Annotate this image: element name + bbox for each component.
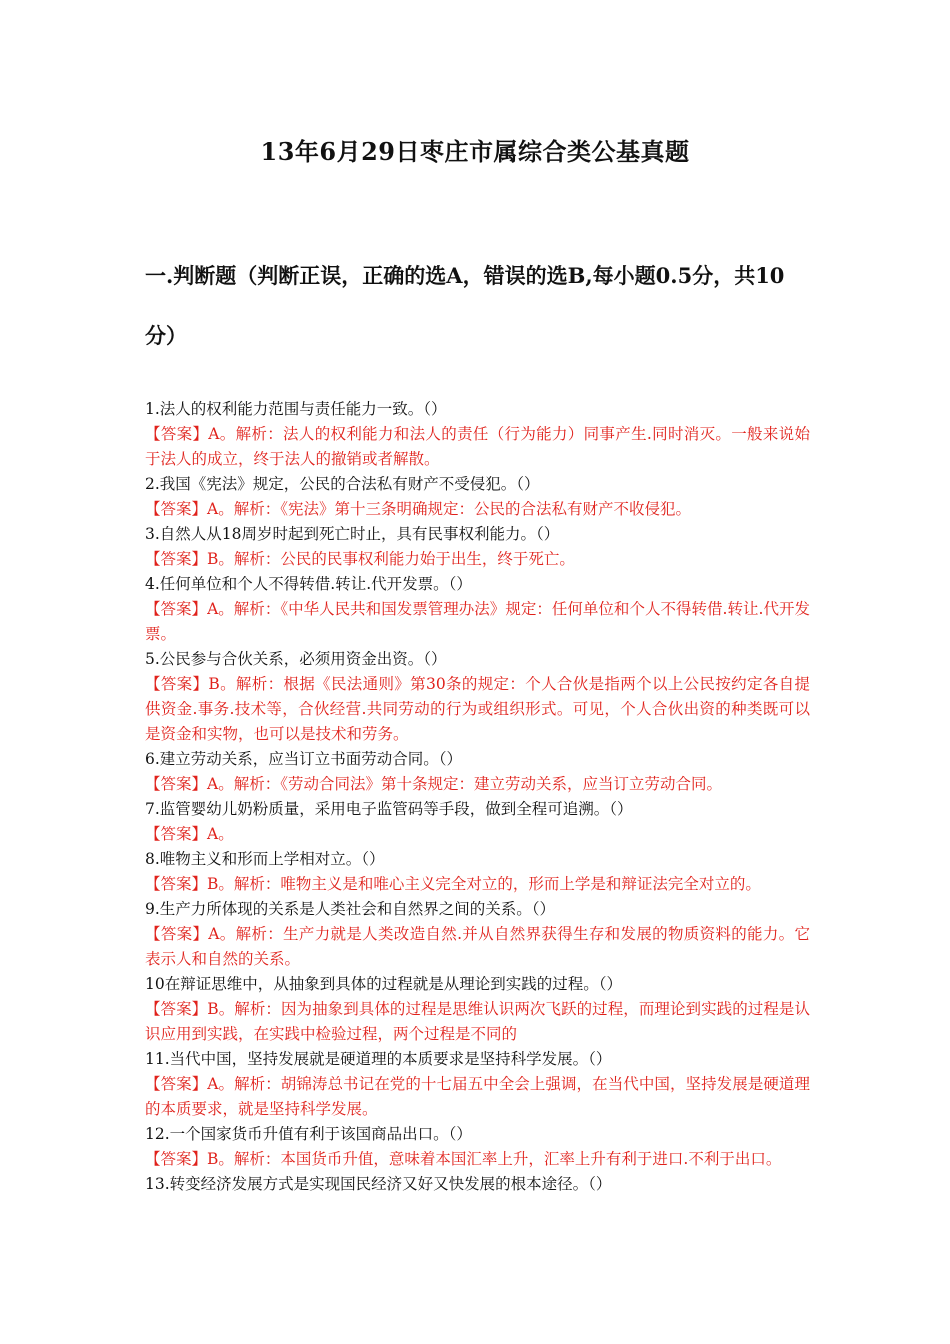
question-text: 5.公民参与合伙关系，必须用资金出资。（） [145, 650, 447, 668]
answer-text: 【答案】B。解析：因为抽象到具体的过程是思维认识两次飞跃的过程，而理论到实践的过程是认识应用到实践，在实践中检验过程，两个过程是不同的 [145, 1000, 810, 1043]
document-title: 13年6月29日枣庄市属综合类公基真题 [260, 137, 690, 166]
question-text: 4.任何单位和个人不得转借.转让.代开发票。（） [145, 575, 472, 593]
question-text: 12.一个国家货币升值有利于该国商品出口。（） [145, 1125, 472, 1143]
question-item [145, 572, 810, 647]
question-text: 1.法人的权利能力范围与责任能力一致。（） [145, 400, 447, 418]
question-item [145, 1172, 810, 1197]
answer-text: 【答案】B。解析：公民的民事权利能力始于出生，终于死亡。 [145, 550, 575, 568]
question-text: 8.唯物主义和形而上学相对立。（） [145, 850, 385, 868]
question-text: 10在辩证思维中，从抽象到具体的过程就是从理论到实践的过程。（） [145, 975, 622, 993]
question-item [145, 522, 810, 572]
question-item [145, 472, 810, 522]
question-text: 11.当代中国，坚持发展就是硬道理的本质要求是坚持科学发展。（） [145, 1050, 612, 1068]
question-text: 13.转变经济发展方式是实现国民经济又好又快发展的根本途径。（） [145, 1175, 612, 1193]
question-item [145, 847, 810, 897]
answer-text: 【答案】A。解析：生产力就是人类改造自然.并从自然界获得生存和发展的物质资料的能力。它表示人和自然的关系。 [145, 925, 810, 968]
answer-text: 【答案】A。 [145, 825, 234, 843]
answer-text: 【答案】B。解析：根据《民法通则》第30条的规定：个人合伙是指两个以上公民按约定各自提供资金.事务.技术等，合伙经营.共同劳动的行为或组织形式。可见，个人合伙出资的种类既可以是资金和实物，也可以是技术和劳务。 [145, 675, 810, 743]
question-text: 7.监管婴幼儿奶粉质量，采用电子监管码等手段，做到全程可追溯。（） [145, 800, 633, 818]
question-item [145, 647, 810, 747]
question-text: 2.我国《宪法》规定，公民的合法私有财产不受侵犯。（） [145, 475, 540, 493]
answer-text: 【答案】A。解析：法人的权利能力和法人的责任（行为能力）同事产生.同时消灭。一般来说始于法人的成立，终于法人的撤销或者解散。 [145, 425, 810, 468]
question-item [145, 1047, 810, 1122]
question-text: 9.生产力所体现的关系是人类社会和自然界之间的关系。（） [145, 900, 556, 918]
question-text: 6.建立劳动关系，应当订立书面劳动合同。（） [145, 750, 463, 768]
answer-text: 【答案】B。解析：唯物主义是和唯心主义完全对立的，形而上学是和辩证法完全对立的。 [145, 875, 761, 893]
question-item [145, 1122, 810, 1172]
answer-text: 【答案】A。解析：胡锦涛总书记在党的十七届五中全会上强调，在当代中国，坚持发展是硬道理的本质要求，就是坚持科学发展。 [145, 1075, 810, 1118]
question-item [145, 747, 810, 797]
section-heading: 一.判断题（判断正误，正确的选A，错误的选B,每小题0.5分，共10分） [145, 263, 785, 348]
question-item [145, 972, 810, 1047]
answer-text: 【答案】A。解析：《中华人民共和国发票管理办法》规定：任何单位和个人不得转借.转让.代开发票。 [145, 600, 810, 643]
answer-text: 【答案】B。解析：本国货币升值，意味着本国汇率上升，汇率上升有利于进口.不利于出口。 [145, 1150, 782, 1168]
question-text: 3.自然人从18周岁时起到死亡时止，具有民事权利能力。（） [145, 525, 560, 543]
question-item [145, 897, 810, 972]
question-item [145, 797, 810, 847]
question-item [145, 397, 810, 472]
answer-text: 【答案】A。解析：《宪法》第十三条明确规定：公民的合法私有财产不收侵犯。 [145, 500, 691, 518]
question-list [145, 397, 810, 1197]
answer-text: 【答案】A。解析：《劳动合同法》第十条规定：建立劳动关系，应当订立劳动合同。 [145, 775, 722, 793]
